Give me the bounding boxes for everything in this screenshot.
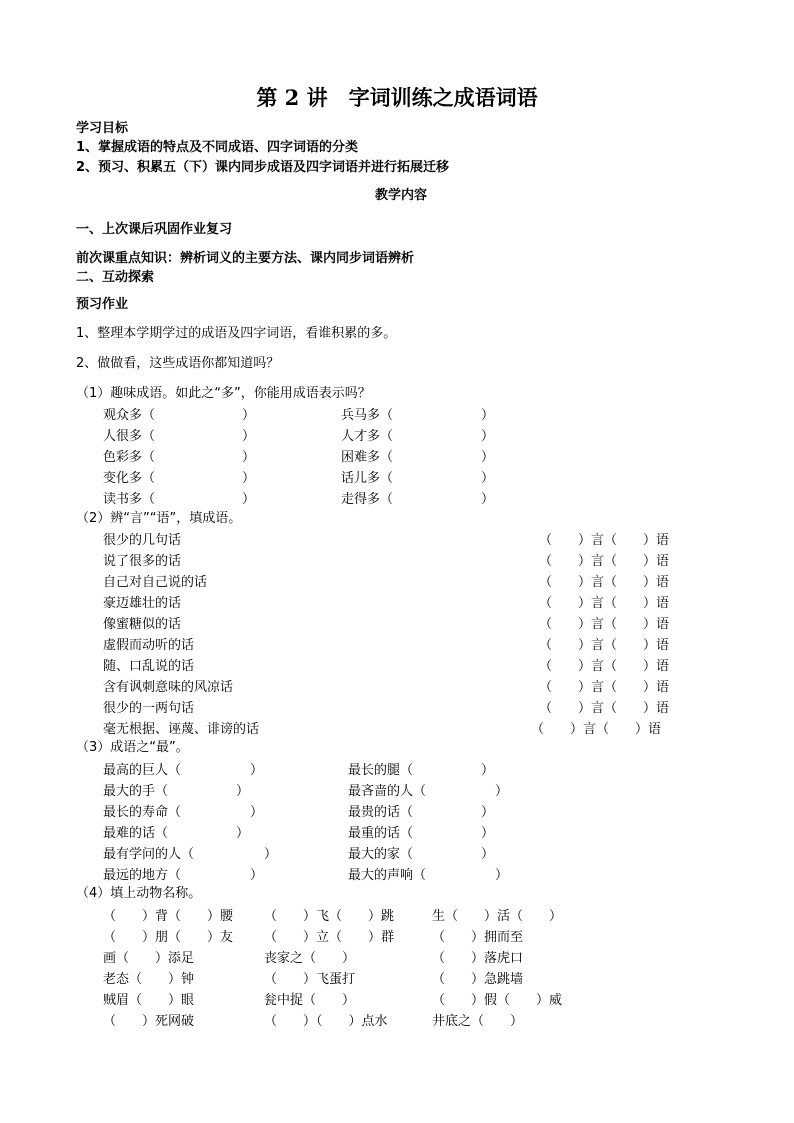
- preview-heading: 预习作业: [76, 297, 129, 312]
- goals-heading: 学习目标: [76, 121, 129, 136]
- list-item: 最大的手（ ） 最吝啬的人（ ）: [103, 784, 509, 799]
- list-item: 很少的一两句话 （ ）言（ ）语: [0, 699, 794, 719]
- q1-prompt: （1）趣味成语。如此之“多”，你能用成语表示吗？: [76, 386, 371, 401]
- list-item: 最难的话（ ） 最重的话（ ）: [103, 826, 495, 841]
- list-item: 含有讽刺意味的风凉话 （ ）言（ ）语: [0, 678, 794, 698]
- list-item: 随、口乱说的话 （ ）言（ ）语: [0, 657, 794, 677]
- list-item: （ ）背（ ）腰 （ ）飞（ ）跳 生（ ）活（ ）: [103, 909, 563, 924]
- list-item: 毫无根据、诬蔑、诽谤的话 （ ）言（ ）语: [0, 720, 794, 740]
- task-2: 2、做做看，这些成语你都知道吗？: [76, 356, 280, 371]
- answer-blank: （ ）言（ ）语: [539, 617, 670, 632]
- section2-heading: 二、互动探索: [76, 270, 155, 285]
- list-item: 豪迈雄壮的话 （ ）言（ ）语: [0, 594, 794, 614]
- goal-item-1: 1、掌握成语的特点及不同成语、四字词语的分类: [76, 140, 359, 155]
- task-1: 1、整理本学期学过的成语及四字词语，看谁积累的多。: [76, 326, 397, 341]
- list-item: 最有学问的人（ ） 最大的家（ ）: [103, 847, 495, 862]
- list-item: 最长的寿命（ ） 最贵的话（ ）: [103, 805, 495, 820]
- list-item: 自己对自己说的话 （ ）言（ ）语: [0, 573, 794, 593]
- list-item: 读书多（ ） 走得多（ ）: [103, 492, 495, 507]
- list-item: （ ）死网破 （ ）（ ）点水 井底之（ ）: [103, 1014, 524, 1029]
- q4-prompt: （4）填上动物名称。: [76, 886, 202, 901]
- answer-blank: （ ）言（ ）语: [539, 638, 670, 653]
- list-item: 虚假而动听的话 （ ）言（ ）语: [0, 636, 794, 656]
- q2-prompt: （2）辨“言”“语”，填成语。: [76, 511, 242, 526]
- list-item: 说了很多的话 （ ）言（ ）语: [0, 552, 794, 572]
- answer-blank: （ ）言（ ）语: [539, 575, 670, 590]
- prev-points: 前次课重点知识：辨析词义的主要方法、课内同步词语辨析: [76, 251, 415, 266]
- q3-prompt: （3）成语之“最”。: [76, 740, 189, 755]
- list-item: 色彩多（ ） 困难多（ ）: [103, 450, 495, 465]
- goal-item-2: 2、预习、积累五（下）课内同步成语及四字词语并进行拓展迁移: [76, 160, 450, 175]
- section1-heading: 一、上次课后巩固作业复习: [76, 222, 233, 237]
- list-item: 贼眉（ ）眼 瓮中捉（ ） （ ）假（ ）威: [103, 993, 563, 1008]
- answer-blank: （ ）言（ ）语: [539, 554, 670, 569]
- page-title: 第 2 讲 字词训练之成语词语: [256, 85, 538, 110]
- list-item: 老态（ ）钟 （ ）飞蛋打 （ ）急跳墙: [103, 972, 524, 987]
- list-item: 最高的巨人（ ） 最长的腿（ ）: [103, 763, 495, 778]
- list-item: （ ）朋（ ）友 （ ）立（ ）群 （ ）拥而至: [103, 930, 524, 945]
- answer-blank: （ ）言（ ）语: [539, 659, 670, 674]
- list-item: 很少的几句话 （ ）言（ ）语: [0, 531, 794, 551]
- answer-blank: （ ）言（ ）语: [539, 533, 670, 548]
- list-item: 观众多（ ） 兵马多（ ）: [103, 408, 495, 423]
- list-item: 人很多（ ） 人才多（ ）: [103, 429, 495, 444]
- answer-blank: （ ）言（ ）语: [539, 680, 670, 695]
- answer-blank: （ ）言（ ）语: [539, 596, 670, 611]
- content-heading: 教学内容: [374, 188, 427, 203]
- list-item: 最远的地方（ ） 最大的声响（ ）: [103, 868, 509, 883]
- list-item: 画（ ）添足 丧家之（ ） （ ）落虎口: [103, 951, 524, 966]
- list-item: 变化多（ ） 话儿多（ ）: [103, 471, 495, 486]
- answer-blank: （ ）言（ ）语: [539, 701, 670, 716]
- answer-blank: （ ）言（ ）语: [531, 722, 662, 737]
- list-item: 像蜜糖似的话 （ ）言（ ）语: [0, 615, 794, 635]
